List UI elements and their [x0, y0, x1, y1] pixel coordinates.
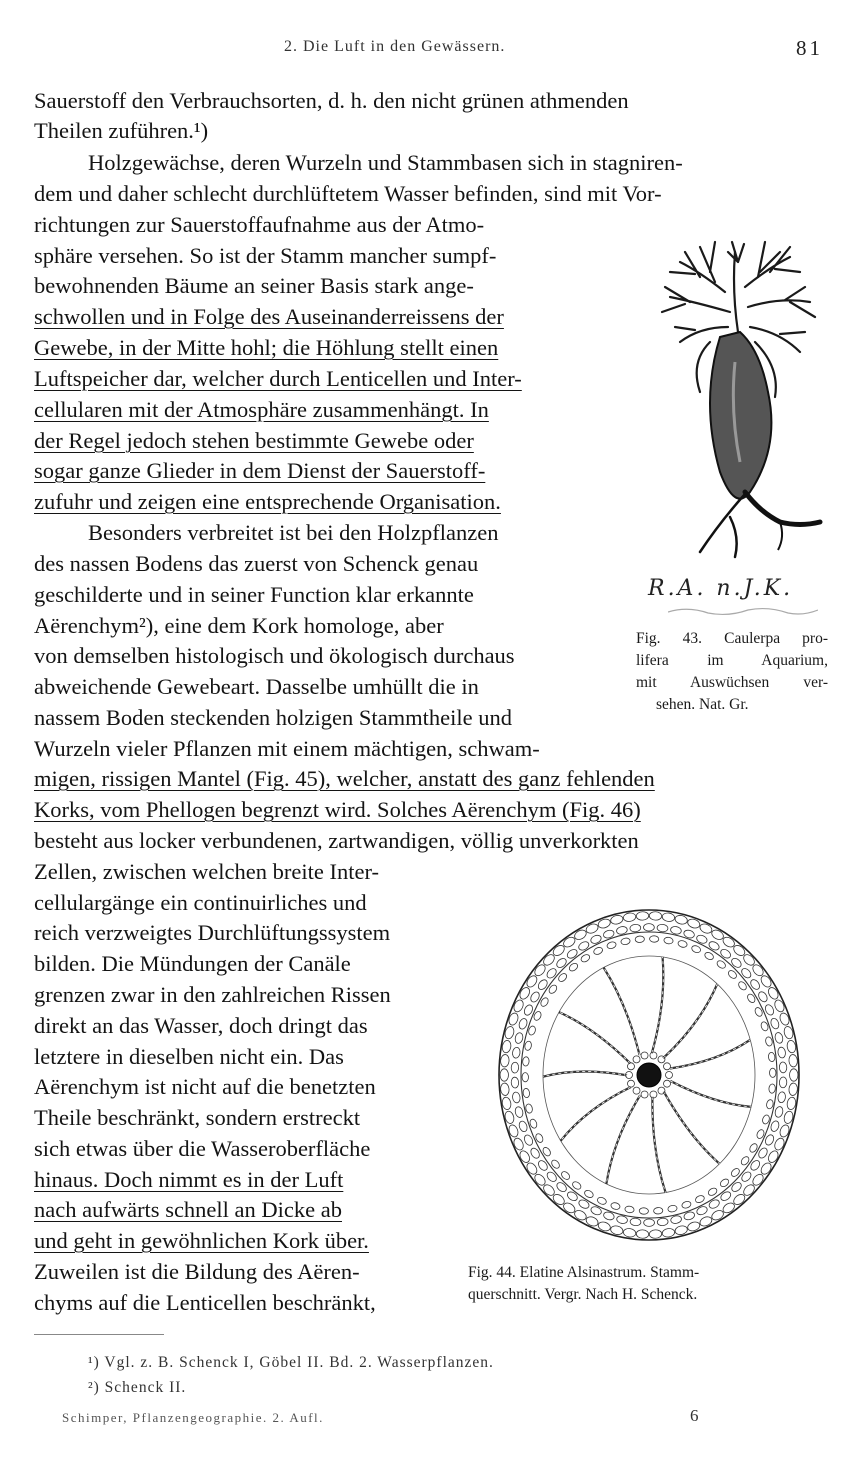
text-line: Holzgewächse, deren Wurzeln und Stammbasen sich in stagniren- — [88, 150, 683, 175]
caption-line: lifera im Aquarium, — [636, 652, 828, 669]
text-line: migen, rissigen Mantel (Fig. 45), welcher, anstatt des ganz fehlenden — [34, 766, 655, 791]
text-line: cellularen mit der Atmosphäre zusammenhängt. In — [34, 397, 489, 422]
text-line: und geht in gewöhnlichen Kork über. — [34, 1228, 369, 1253]
text-line: besteht aus locker verbundenen, zartwandigen, völlig unverkorkten — [34, 828, 639, 853]
text-line: Aërenchym²), eine dem Kork homologe, aber — [34, 613, 444, 638]
text-line: schwollen und in Folge des Auseinanderreissens der — [34, 304, 504, 329]
page-number: 81 — [796, 36, 823, 60]
text-line: von demselben histologisch und ökologisch durchaus — [34, 643, 515, 668]
footnote-divider — [34, 1334, 164, 1335]
caption-line: querschnitt. Vergr. Nach H. Schenck. — [468, 1286, 698, 1303]
sheet-number: 6 — [690, 1406, 699, 1425]
caption-line: mit Auswüchsen ver- — [636, 674, 828, 691]
text-line: sich etwas über die Wasseroberfläche — [34, 1136, 371, 1161]
text-line: sphäre versehen. So ist der Stamm mancher sumpf- — [34, 243, 497, 268]
figure-44-caption — [468, 1262, 699, 1306]
text-line: geschilderte und in seiner Function klar erkannte — [34, 582, 474, 607]
running-title: 2. Die Luft in den Gewässern. — [284, 38, 506, 55]
text-line: Aërenchym ist nicht auf die benetzten — [34, 1074, 376, 1099]
figure-43-caption — [636, 628, 828, 716]
caption-line: Fig. 44. Elatine Alsinastrum. Stamm- — [468, 1264, 700, 1281]
text-line: Luftspeicher dar, welcher durch Lenticellen und Inter- — [34, 366, 522, 391]
figure-43-caulerpa-illustration — [640, 232, 835, 577]
figure-44-stem-cross-section — [484, 900, 814, 1250]
text-line: Zuweilen ist die Bildung des Aëren- — [34, 1259, 360, 1284]
caption-line: Fig. 43. Caulerpa pro- — [636, 630, 828, 647]
text-line: chyms auf die Lenticellen beschränkt, — [34, 1290, 376, 1315]
text-line: Besonders verbreitet ist bei den Holzpflanzen — [88, 520, 499, 545]
footnote-1: ¹) Vgl. z. B. Schenck I, Göbel II. Bd. 2. Wasserpflanzen. — [88, 1354, 494, 1371]
footnote-2: ²) Schenck II. — [88, 1379, 187, 1396]
text-line: reich verzweigtes Durchlüftungssystem — [34, 920, 391, 945]
text-line: Korks, vom Phellogen begrenzt wird. Solches Aërenchym (Fig. 46) — [34, 797, 641, 822]
text-line: richtungen zur Sauerstoffaufnahme aus der Atmo- — [34, 212, 485, 237]
text-line: nassem Boden steckenden holzigen Stammtheile und — [34, 705, 513, 730]
page-header — [0, 34, 850, 64]
text-line: Zellen, zwischen welchen breite Inter- — [34, 859, 380, 884]
printer-signature: Schimper, Pflanzengeographie. 2. Aufl. — [62, 1410, 324, 1425]
text-line: bilden. Die Mündungen der Canäle — [34, 951, 351, 976]
text-line: hinaus. Doch nimmt es in der Luft — [34, 1167, 344, 1192]
text-line: letztere in dieselben nicht ein. Das — [34, 1044, 344, 1069]
text-line: grenzen zwar in den zahlreichen Rissen — [34, 982, 391, 1007]
text-line: Sauerstoff den Verbrauchsorten, d. h. den nicht grünen athmenden — [34, 88, 629, 113]
text-line: des nassen Bodens das zuerst von Schenck genau — [34, 551, 479, 576]
handwritten-annotation: R.A. n.J.K. — [648, 576, 794, 601]
text-line: Theilen zuführen.¹) — [34, 118, 209, 143]
caption-line: sehen. Nat. Gr. — [656, 696, 749, 713]
text-line: bewohnenden Bäume an seiner Basis stark ange- — [34, 273, 474, 298]
text-line: Theile beschränkt, sondern erstreckt — [34, 1105, 361, 1130]
text-line: sogar ganze Glieder in dem Dienst der Sauerstoff- — [34, 458, 486, 483]
text-line: direkt an das Wasser, doch dringt das — [34, 1013, 368, 1038]
text-line: der Regel jedoch stehen bestimmte Gewebe oder — [34, 428, 474, 453]
text-line: dem und daher schlecht durchlüftetem Wasser befinden, sind mit Vor- — [34, 181, 662, 206]
text-line: nach aufwärts schnell an Dicke ab — [34, 1197, 342, 1222]
text-line: Wurzeln vieler Pflanzen mit einem mächtigen, schwam- — [34, 736, 540, 761]
faint-pencil-marks — [668, 604, 818, 618]
text-line: cellulargänge ein continuirliches und — [34, 890, 367, 915]
text-line: abweichende Gewebeart. Dasselbe umhüllt die in — [34, 674, 479, 699]
text-line: zufuhr und zeigen eine entsprechende Organisation. — [34, 489, 501, 514]
text-line: Gewebe, in der Mitte hohl; die Höhlung stellt einen — [34, 335, 499, 360]
